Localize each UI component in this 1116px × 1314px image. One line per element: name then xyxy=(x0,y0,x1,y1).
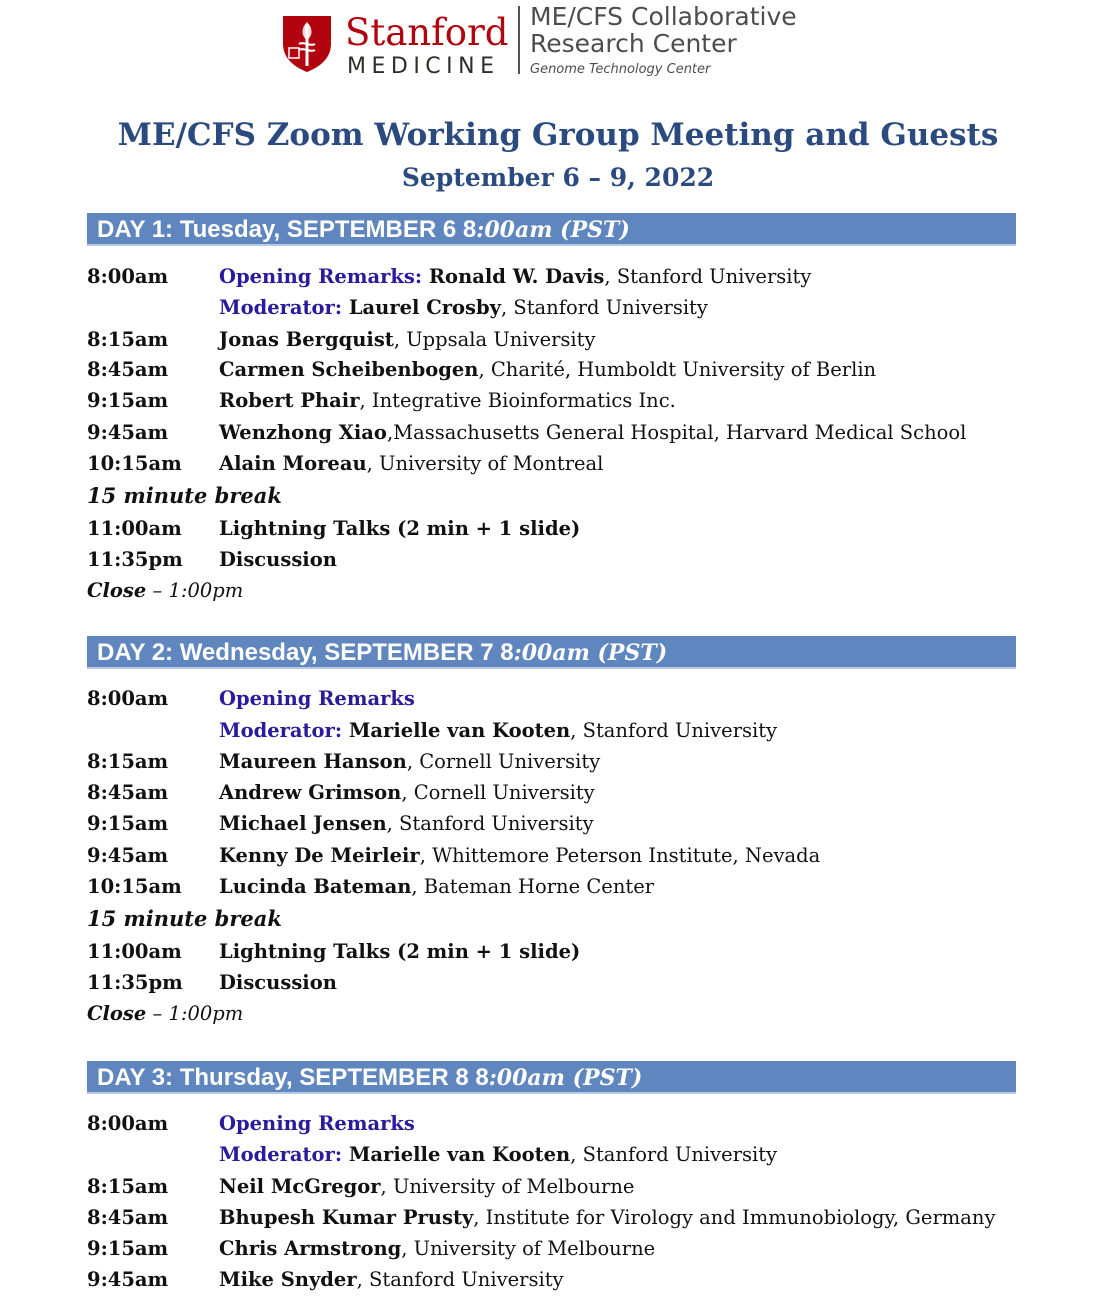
slot-time: 8:45am xyxy=(87,358,169,381)
role-label: Moderator: xyxy=(219,296,343,319)
role-label: Opening Remarks xyxy=(219,687,415,710)
session-title: Lightning Talks (2 min + 1 slide) xyxy=(219,517,581,540)
close-row xyxy=(87,999,243,1029)
slot-time: 9:15am xyxy=(87,1237,169,1260)
day-label: DAY 1: Tuesday, SEPTEMBER 6 8 xyxy=(97,216,477,243)
break-row xyxy=(87,481,282,511)
slot-time: 11:35pm xyxy=(87,548,183,571)
day-label: DAY 3: Thursday, SEPTEMBER 8 8 xyxy=(97,1064,489,1091)
page-title: ME/CFS Zoom Working Group Meeting and Guests xyxy=(117,117,999,153)
slot-time: 11:35pm xyxy=(87,971,183,994)
speaker-name: Andrew Grimson xyxy=(219,781,402,804)
day-start-time: :00am (PST) xyxy=(476,217,630,243)
session-title: Discussion xyxy=(219,548,337,571)
slot-time: 11:00am xyxy=(87,517,182,540)
slot-time: 8:15am xyxy=(87,750,169,773)
affiliation: , Stanford University xyxy=(570,1143,778,1166)
stanford-medicine-logo xyxy=(281,2,841,79)
affiliation: , University of Melbourne xyxy=(380,1175,635,1198)
speaker-name: Alain Moreau xyxy=(219,452,367,475)
close-row xyxy=(87,576,243,606)
break-row xyxy=(87,904,282,934)
affiliation: , Stanford University xyxy=(386,812,594,835)
brand-name: Stanford xyxy=(345,11,509,54)
affiliation: , Bateman Horne Center xyxy=(411,875,655,898)
speaker-name: Michael Jensen xyxy=(219,812,387,835)
affiliation: , University of Montreal xyxy=(366,452,604,475)
slot-time: 11:00am xyxy=(87,940,182,963)
session-title: Discussion xyxy=(219,971,337,994)
slot-time: 8:45am xyxy=(87,1206,169,1229)
close-time: – 1:00pm xyxy=(146,1002,244,1025)
affiliation: , University of Melbourne xyxy=(401,1237,656,1260)
speaker-name: Mike Snyder xyxy=(219,1268,357,1291)
day-header xyxy=(87,213,1016,246)
speaker-name: Ronald W. Davis xyxy=(422,265,605,288)
affiliation: , Stanford University xyxy=(570,719,778,742)
affiliation: , Integrative Bioinformatics Inc. xyxy=(359,389,676,412)
slot-time: 9:45am xyxy=(87,844,169,867)
day-header xyxy=(87,1061,1016,1094)
day-start-time: :00am (PST) xyxy=(513,640,668,666)
affiliation: , Charité, Humboldt University of Berlin xyxy=(478,358,877,381)
slot-time: 8:00am xyxy=(87,687,169,710)
close-time: – 1:00pm xyxy=(146,579,244,602)
stanford-shield-icon xyxy=(281,14,333,74)
center-name-line3: Genome Technology Center xyxy=(530,62,711,77)
slot-time: 9:15am xyxy=(87,812,169,835)
close-label: Close xyxy=(87,579,147,602)
speaker-name: Jonas Bergquist xyxy=(219,328,394,351)
slot-time: 9:15am xyxy=(87,389,169,412)
affiliation: , Uppsala University xyxy=(393,328,596,351)
speaker-name: Laurel Crosby xyxy=(342,296,501,319)
slot-time: 8:15am xyxy=(87,1175,169,1198)
affiliation: , Cornell University xyxy=(401,781,595,804)
slot-time: 9:45am xyxy=(87,1268,169,1291)
affiliation: , Stanford University xyxy=(500,296,708,319)
day-header xyxy=(87,636,1016,669)
speaker-name: Maureen Hanson xyxy=(219,750,407,773)
slot-time: 10:15am xyxy=(87,875,182,898)
brand-subname: MEDICINE xyxy=(347,54,500,79)
day-start-time: :00am (PST) xyxy=(488,1065,643,1091)
slot-time: 8:00am xyxy=(87,1112,169,1135)
speaker-name: Neil McGregor xyxy=(219,1175,381,1198)
break-label: 15 minute break xyxy=(87,906,282,931)
speaker-name: Chris Armstrong xyxy=(219,1237,402,1260)
session-title: Lightning Talks (2 min + 1 slide) xyxy=(219,940,581,963)
affiliation: , Whittemore Peterson Institute, Nevada xyxy=(419,844,821,867)
role-label: Opening Remarks xyxy=(219,1112,415,1135)
speaker-name: Kenny De Meirleir xyxy=(219,844,420,867)
slot-time: 10:15am xyxy=(87,452,182,475)
close-label: Close xyxy=(87,1002,147,1025)
speaker-name: Lucinda Bateman xyxy=(219,875,412,898)
speaker-name: Wenzhong Xiao xyxy=(219,421,387,444)
page-subtitle: September 6 – 9, 2022 xyxy=(401,163,715,192)
role-label: Moderator: xyxy=(219,1143,343,1166)
affiliation: , Institute for Virology and Immunobiology, Germany xyxy=(473,1206,996,1229)
slot-time: 9:45am xyxy=(87,421,169,444)
speaker-name: Bhupesh Kumar Prusty xyxy=(219,1206,474,1229)
affiliation: ,Massachusetts General Hospital, Harvard Medical School xyxy=(386,421,967,444)
slot-time: 8:15am xyxy=(87,328,169,351)
role-label: Moderator: xyxy=(219,719,343,742)
slot-time: 8:00am xyxy=(87,265,169,288)
affiliation: , Stanford University xyxy=(604,265,812,288)
speaker-name: Carmen Scheibenbogen xyxy=(219,358,479,381)
speaker-name: Marielle van Kooten xyxy=(342,1143,571,1166)
logo-divider xyxy=(518,6,520,74)
day-label: DAY 2: Wednesday, SEPTEMBER 7 8 xyxy=(97,639,514,666)
slot-time: 8:45am xyxy=(87,781,169,804)
affiliation: , Stanford University xyxy=(356,1268,564,1291)
speaker-name: Robert Phair xyxy=(219,389,360,412)
break-label: 15 minute break xyxy=(87,483,282,508)
affiliation: , Cornell University xyxy=(406,750,601,773)
center-name-line2: Research Center xyxy=(530,29,737,58)
speaker-name: Marielle van Kooten xyxy=(342,719,571,742)
role-label: Opening Remarks: xyxy=(219,265,423,288)
center-name-line1: ME/CFS Collaborative xyxy=(530,2,797,31)
